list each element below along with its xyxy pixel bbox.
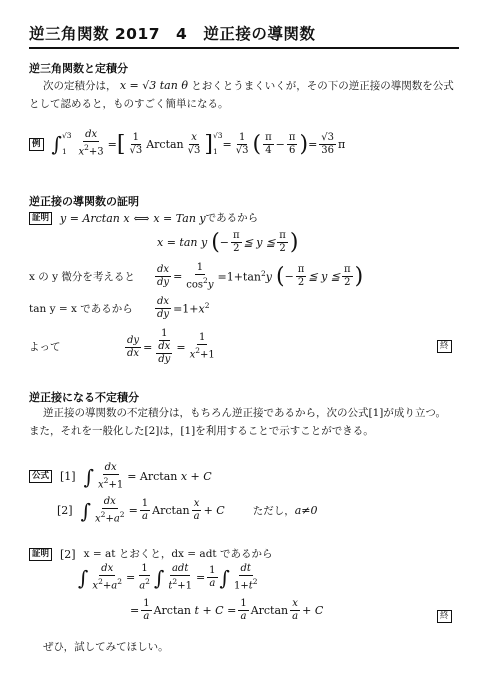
proof2-line-2: ∫ $\frac{dx}{x^2+a^2}$ = $\frac{1}{a^2}$ ∫ $\frac{\text{adt}}{t^2+1}$ = $\frac{1}{a}$ ∫ $\frac{dt}{1+t^2}$ xyxy=(78,563,258,592)
proof-line-5: よって $\frac{dy}{dx}$ = $\frac{1}{\frac{dx}{dy}}$ = $\frac{1}{x^2+1}$ xyxy=(29,328,215,365)
section3-para2: また，それを一般化した[2]は，[1]を利用することで示すことができる。 xyxy=(29,425,374,437)
proof2-label: [2] xyxy=(60,547,76,561)
proof-l4a: tan y = x であるから xyxy=(29,302,133,315)
section-heading-derivative-proof: 逆正接の導関数の証明 xyxy=(29,195,139,208)
closing-text: ぜひ，試してみてほしい。 xyxy=(43,641,169,653)
end-mark-2: 終 xyxy=(437,610,452,623)
proof2-line-3: = $\frac{1}{a}$ Arctan t + C = $\frac{1}{a}$ Arctan $\frac{x}{a}$ + C xyxy=(130,598,324,622)
proof-l3a: x の y 微分を考えると xyxy=(29,270,135,283)
proof-badge: 証明 xyxy=(29,212,52,225)
formula-badge: 公式 xyxy=(29,470,52,483)
formula-2-note: ただし， xyxy=(252,504,295,517)
proof2-line1-text: x = at とおくと，dx = adt であるから xyxy=(83,548,273,560)
substitution-expr: x = √3 tan θ xyxy=(119,79,188,92)
title-rule xyxy=(29,47,459,49)
equivalence-arrow: ⟺ xyxy=(133,211,150,225)
proof-end-mark xyxy=(437,333,452,353)
proof-l5a: よって xyxy=(29,341,61,353)
section1-para-line2: として認めると，ものすごく簡単になる。 xyxy=(29,98,229,110)
proof2-line-1 xyxy=(29,545,272,563)
page-title: 逆三角関数 2017 4 逆正接の導関数 xyxy=(29,25,316,43)
end-mark-1: 終 xyxy=(437,340,452,353)
proof2-badge: 証明 xyxy=(29,548,52,561)
example-equation xyxy=(29,128,345,160)
proof-line-4: tan y = x であるから $\frac{dx}{dy}$ $=1+x^2$ xyxy=(29,296,210,320)
formula-1-label: [1] xyxy=(60,470,76,484)
proof-l1a: y = Arctan x xyxy=(60,211,130,225)
proof-line-2: x = tan y ( − $\frac{\pi}{2}$ ≦ y ≦ $\frac{\pi}{2}$ ) xyxy=(157,230,299,255)
formula-2: [2] ∫ $\frac{dx}{x^2+a^2}$ = $\frac{1}{a}$ Arctan $\frac{x}{a}$ + C ただし， a≠0 xyxy=(57,496,318,525)
section-heading-indefinite-integral: 逆正接になる不定積分 xyxy=(29,391,139,404)
section1-para-line1 xyxy=(43,77,454,95)
formula-2-label: [2] xyxy=(57,504,73,518)
proof-l1c: であるから xyxy=(205,212,259,224)
example-badge: 例 xyxy=(29,138,44,151)
section-heading-definite-integral: 逆三角関数と定積分 xyxy=(29,62,128,75)
section3-para1: 逆正接の導関数の不定積分は，もちろん逆正接であるから，次の公式[1]が成り立つ。 xyxy=(43,407,446,419)
example-math: ∫ √3 1 $\frac{dx}{x^2+3}$ = [ $\frac{1}{√3}$ Arctan $\frac{x}{√3}$ ] √3 1 = $\frac{1}{√3}$ ( $\frac{\pi}{4}$ − $\frac{\pi}{6}$ ) = $\frac{√3}{36}$ π xyxy=(51,129,346,158)
para-text-a: 次の定積分は， xyxy=(43,80,117,92)
proof-l2: x = tan y xyxy=(157,236,208,249)
proof-line-1 xyxy=(29,209,258,227)
proof2-end-mark xyxy=(437,603,452,623)
proof-line-3: x の y 微分を考えると $\frac{dx}{dy}$ = $\frac{1}{\cos^2y}$ $=1+\tan^2y$ ( − $\frac{\pi}{2}$ ≦ y ≦ $\frac{\pi}{2}$ ) xyxy=(29,262,364,291)
para-text-b: とおくとうまくいくが，その下の逆正接の導関数を公式 xyxy=(191,80,454,92)
proof-l1b: x = Tan y xyxy=(153,211,206,225)
formula-1: 公式 [1] ∫ $\frac{dx}{x^2+1}$ = Arctan x + C xyxy=(29,462,212,491)
formula-2-condition: a≠0 xyxy=(294,504,318,518)
